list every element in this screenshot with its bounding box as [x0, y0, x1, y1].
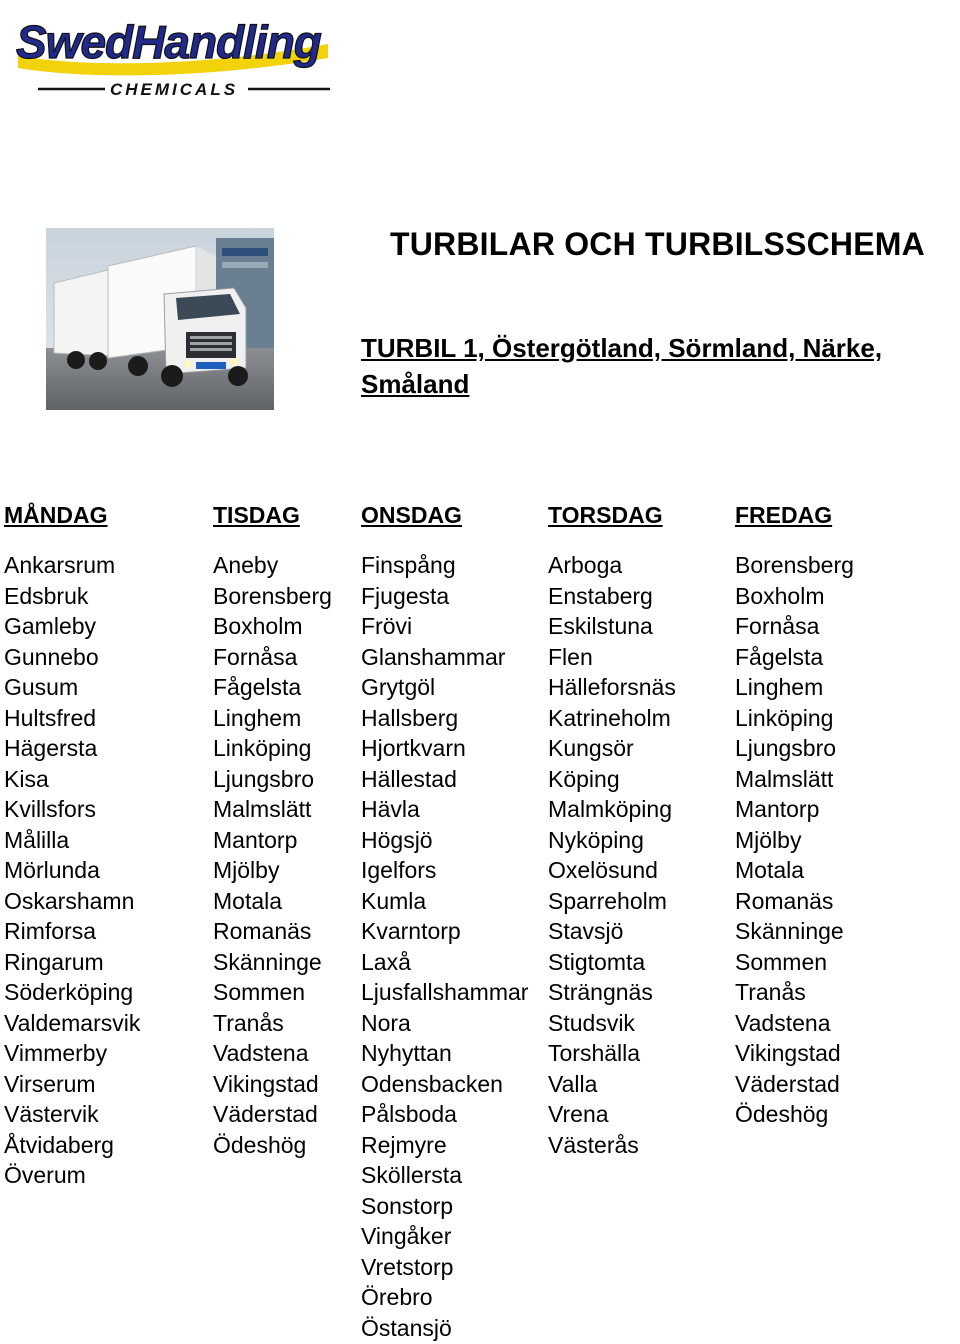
- place-list-torsdag: [548, 550, 676, 1160]
- place-item: Fågelsta: [735, 643, 824, 670]
- place-item: Överum: [4, 1162, 86, 1188]
- place-item: Tranås: [735, 979, 806, 1005]
- place-item: Malmköping: [548, 796, 672, 822]
- day-column-fredag: [735, 500, 854, 1130]
- place-item: Valla: [548, 1070, 598, 1097]
- place-item: Nyköping: [548, 826, 644, 853]
- place-item: Nyhyttan: [361, 1040, 452, 1066]
- place-item: Mörlunda: [4, 857, 100, 883]
- place-item: Boxholm: [213, 613, 303, 639]
- place-list-onsdag: [361, 550, 528, 1343]
- place-item: Ljungsbro: [213, 765, 315, 792]
- place-item: Sköllersta: [361, 1162, 462, 1188]
- place-item: Ödeshög: [735, 1101, 829, 1127]
- place-item: Sparreholm: [548, 887, 667, 914]
- place-item: Ljungsbro: [735, 735, 837, 761]
- day-header-tisdag: TISDAG: [213, 502, 300, 528]
- place-item: Boxholm: [735, 582, 825, 609]
- truck-photo: [46, 228, 274, 410]
- place-item: Kvillsfors: [4, 796, 97, 822]
- place-item: Vretstorp: [361, 1253, 454, 1280]
- place-item: Romanäs: [735, 887, 834, 914]
- place-item: Vimmerby: [4, 1040, 108, 1066]
- place-item: Torshälla: [548, 1040, 641, 1066]
- place-item: Rejmyre: [361, 1131, 447, 1158]
- day-header-torsdag: TORSDAG: [548, 502, 663, 528]
- place-item: Mjölby: [735, 826, 802, 853]
- place-item: Fornåsa: [735, 613, 820, 639]
- svg-text:CHEMICALS: CHEMICALS: [110, 80, 239, 99]
- day-column-mandag: [4, 500, 140, 1191]
- place-item: Linköping: [213, 735, 312, 761]
- place-list-tisdag: [213, 550, 332, 1160]
- place-item: Vrena: [548, 1101, 609, 1127]
- place-item: Edsbruk: [4, 582, 89, 609]
- svg-text:SwedHandling: SwedHandling: [16, 16, 321, 68]
- place-item: Kumla: [361, 887, 427, 914]
- place-item: Nora: [361, 1009, 411, 1036]
- place-item: Linköping: [735, 704, 834, 731]
- place-item: Väderstad: [213, 1101, 318, 1127]
- place-item: Söderköping: [4, 979, 134, 1005]
- place-item: Fjugesta: [361, 582, 450, 609]
- place-item: Hultsfred: [4, 704, 97, 731]
- place-item: Ankarsrum: [4, 552, 116, 578]
- place-item: Malmslätt: [213, 796, 312, 822]
- place-item: Mantorp: [213, 826, 298, 853]
- place-item: Oxelösund: [548, 857, 658, 883]
- place-item: Frövi: [361, 613, 413, 639]
- place-item: Igelfors: [361, 857, 437, 883]
- place-item: Mantorp: [735, 796, 820, 822]
- day-header-fredag: FREDAG: [735, 502, 833, 528]
- place-item: Stigtomta: [548, 948, 646, 975]
- place-item: Kisa: [4, 765, 49, 792]
- place-item: Aneby: [213, 552, 279, 578]
- place-item: Ljusfallshammar: [361, 979, 529, 1005]
- place-item: Flen: [548, 643, 593, 670]
- place-item: Pålsboda: [361, 1101, 457, 1127]
- place-item: Fornåsa: [213, 643, 298, 670]
- place-item: Strängnäs: [548, 979, 653, 1005]
- place-item: Motala: [213, 887, 283, 914]
- place-item: Romanäs: [213, 918, 312, 944]
- place-item: Hallsberg: [361, 704, 459, 731]
- place-item: Vadstena: [735, 1009, 831, 1036]
- place-item: Mjölby: [213, 857, 280, 883]
- place-item: Vikingstad: [735, 1040, 841, 1066]
- place-item: Borensberg: [735, 552, 854, 578]
- place-item: Målilla: [4, 826, 70, 853]
- place-list-fredag: [735, 550, 854, 1130]
- place-item: Gamleby: [4, 613, 97, 639]
- day-column-torsdag: [548, 500, 676, 1160]
- place-item: Eskilstuna: [548, 613, 653, 639]
- day-column-onsdag: [361, 500, 528, 1343]
- place-item: Hällestad: [361, 765, 457, 792]
- place-item: Glanshammar: [361, 643, 506, 670]
- place-item: Väderstad: [735, 1070, 840, 1097]
- place-item: Rimforsa: [4, 918, 97, 944]
- place-item: Linghem: [213, 704, 302, 731]
- place-item: Skänninge: [735, 918, 844, 944]
- place-item: Linghem: [735, 674, 824, 700]
- place-item: Gusum: [4, 674, 79, 700]
- place-item: Katrineholm: [548, 704, 671, 731]
- place-item: Enstaberg: [548, 582, 653, 609]
- place-item: Västerås: [548, 1131, 639, 1158]
- day-column-tisdag: [213, 500, 332, 1160]
- place-item: Hjortkvarn: [361, 735, 466, 761]
- place-item: Köping: [548, 765, 620, 792]
- place-item: Motala: [735, 857, 805, 883]
- place-item: Finspång: [361, 552, 456, 578]
- place-item: Västervik: [4, 1101, 99, 1127]
- place-item: Malmslätt: [735, 765, 834, 792]
- place-item: Stavsjö: [548, 918, 624, 944]
- place-item: Odensbacken: [361, 1070, 503, 1097]
- day-header-onsdag: ONSDAG: [361, 502, 462, 528]
- place-item: Arboga: [548, 552, 623, 578]
- day-header-mandag: MÅNDAG: [4, 502, 108, 528]
- place-item: Östansjö: [361, 1314, 452, 1341]
- place-item: Gunnebo: [4, 643, 99, 670]
- place-item: Sommen: [735, 948, 828, 975]
- place-item: Oskarshamn: [4, 887, 135, 914]
- place-item: Hälleforsnäs: [548, 674, 676, 700]
- place-item: Vikingstad: [213, 1070, 319, 1097]
- place-item: Ödeshög: [213, 1131, 307, 1158]
- place-item: Grytgöl: [361, 674, 436, 700]
- place-item: Ringarum: [4, 948, 104, 975]
- place-item: Åtvidaberg: [4, 1131, 114, 1158]
- place-item: Vadstena: [213, 1040, 309, 1066]
- place-item: Tranås: [213, 1009, 284, 1036]
- company-logo: [10, 6, 335, 102]
- place-item: Högsjö: [361, 826, 433, 853]
- place-item: Vingåker: [361, 1223, 452, 1249]
- page-title: TURBILAR OCH TURBILSSCHEMA: [390, 226, 925, 262]
- place-item: Virserum: [4, 1070, 96, 1097]
- place-item: Örebro: [361, 1284, 433, 1310]
- place-item: Hägersta: [4, 735, 98, 761]
- place-item: Sommen: [213, 979, 306, 1005]
- place-list-mandag: [4, 550, 140, 1191]
- place-item: Studsvik: [548, 1009, 635, 1036]
- place-item: Fågelsta: [213, 674, 302, 700]
- place-item: Borensberg: [213, 582, 332, 609]
- place-item: Kungsör: [548, 735, 634, 761]
- place-item: Valdemarsvik: [4, 1009, 141, 1036]
- place-item: Hävla: [361, 796, 420, 822]
- place-item: Kvarntorp: [361, 918, 461, 944]
- place-item: Laxå: [361, 948, 411, 975]
- route-title: TURBIL 1, Östergötland, Sörmland, Närke, Småland: [361, 333, 883, 399]
- place-item: Skänninge: [213, 948, 322, 975]
- place-item: Sonstorp: [361, 1192, 454, 1219]
